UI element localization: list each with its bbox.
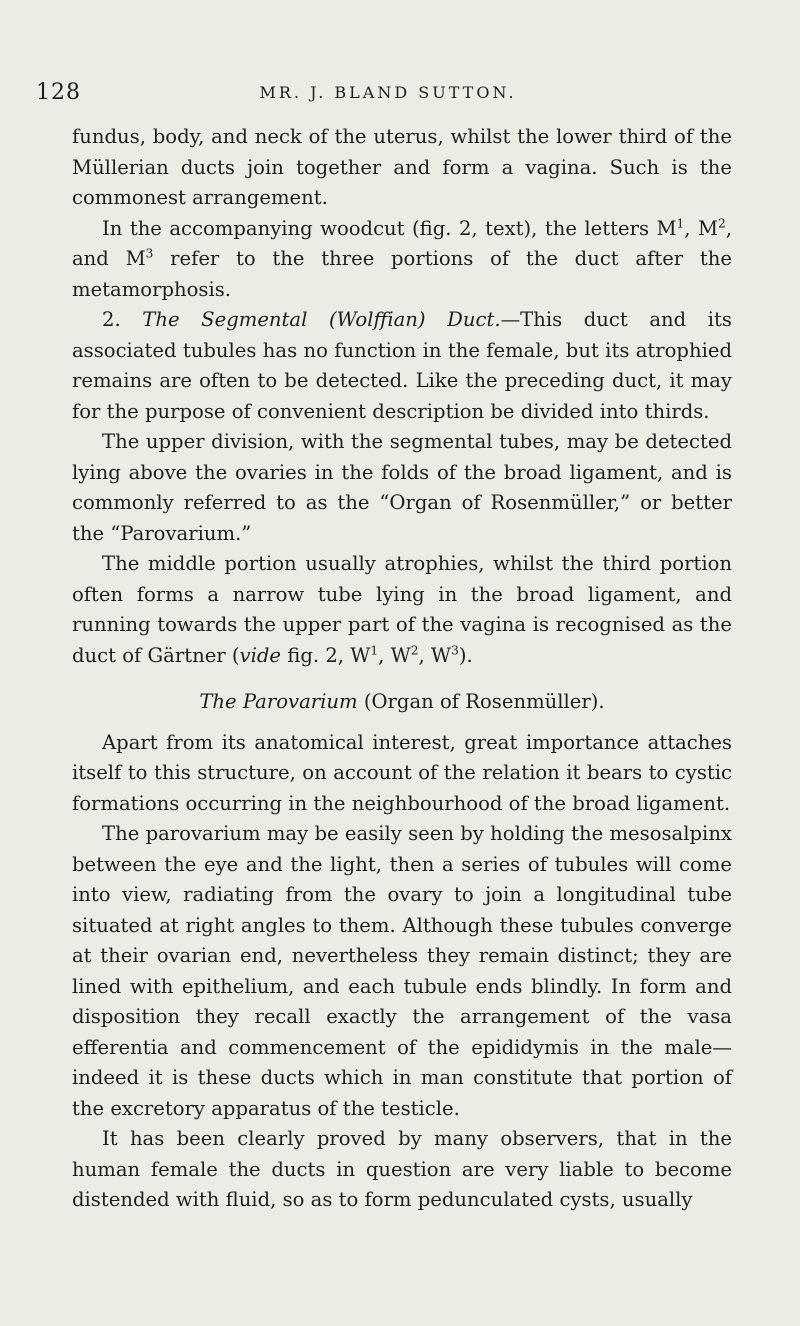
page-number: 128 [36,80,81,105]
paragraph-8: It has been clearly proved by many observers, that in the human female the ducts in question are very liable to become distended with fluid, so as to form pedunculated cysts, usually [72,1127,732,1211]
paragraph-1: fundus, body, and neck of the uterus, whilst the lower third of the Müllerian ducts join together and form a vagina. Such is the commonest arrangement. [72,125,732,209]
body-text [72,122,732,1216]
page-header [36,80,740,110]
paragraph-7: The parovarium may be easily seen by holding the mesosalpinx between the eye and the light, then a series of tubules will come into view, radiating from the ovary to join a longitudinal tube situated at right angles to them. Although these tubules converge at their ovarian end, nevertheless they remain distinct; they are lined with epithelium, and each tubule ends blindly. In form and disposition they recall exactly the arrangement of the vasa efferentia and commencement of the epididymis in the male—indeed it is these ducts which in man constitute that portion of the excretory apparatus of the testicle. [72,822,732,1120]
paragraph-2: In the accompanying woodcut (fig. 2, text), the letters $M^1$, $M^2$, and $M^3$ refer to the three portions of the duct after the metamorphosis. [72,215,732,301]
paragraph-5: The middle portion usually atrophies, whilst the third portion often forms a narrow tube lying in the broad ligament, and running towards the upper part of the vagina is recognised as the duct of Gärtner (vide fig. 2, $W^1$, $W^2$, $W^3$). [72,552,732,667]
section-title: The Segmental (Wolffian) Duct. [142,308,501,331]
paragraph-3: 2. The Segmental (Wolffian) Duct.—This duct and its associated tubules has no function in the female, but its atrophied remains are often to be detected. Like the preceding duct, it may for the purpose of convenient description be divided into thirds. [72,308,732,423]
section-number: 2. [102,308,121,331]
paragraph-4: The upper division, with the segmental tubes, may be detected lying above the ovaries in the folds of the broad ligament, and is commonly referred to as the “Organ of Rosenmüller,” or better the “Parovarium.” [72,430,732,545]
running-title: MR. J. BLAND SUTTON. [259,83,517,102]
paragraph-6: Apart from its anatomical interest, great importance attaches itself to this structure, on account of the relation it bears to cystic formations occurring in the neighbourhood of the broad ligament. [72,730,732,815]
section-heading: The Parovarium (Organ of Rosenmüller). [199,690,605,713]
